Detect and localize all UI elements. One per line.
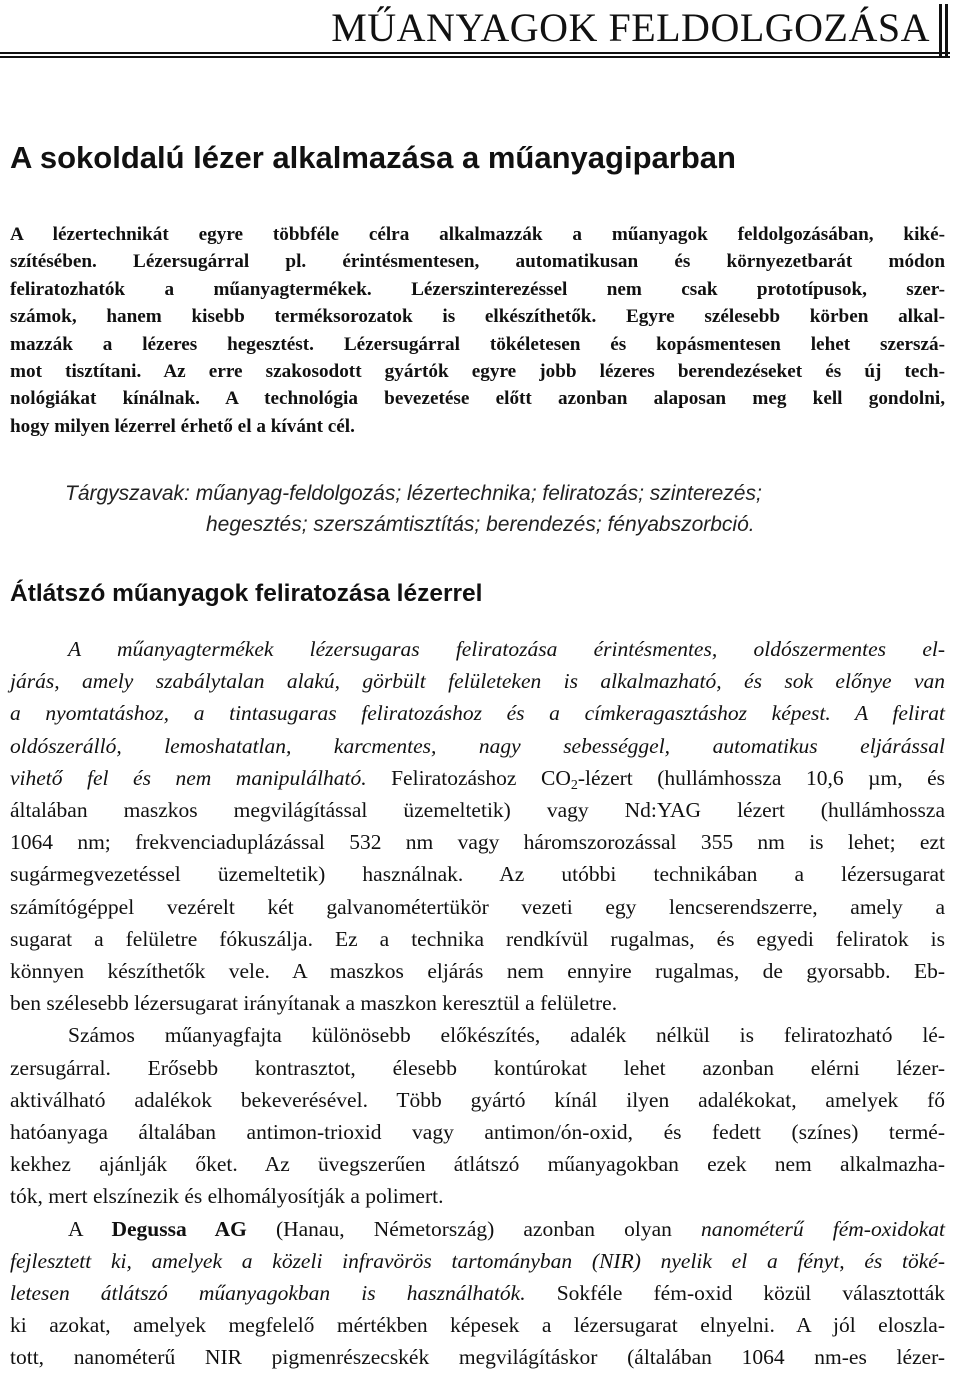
text-span: (Hanau, Németország) azonban olyan (246, 1216, 701, 1241)
body-line: számítógéppel vezérelt két galvanométertükör vezeti egy lencserendszerre, amely a (10, 894, 945, 919)
body-line: járás, amely szabálytalan alakú, görbült felületeken is alkalmazható, és sok előnye van (10, 669, 945, 694)
italic-span: nanométerű fém-oxidokat (700, 1216, 946, 1241)
body-line: ben szélesebb lézersugarat irányítanak a maszkon keresztül a felületre. (10, 991, 618, 1016)
text-span: Feliratozáshoz CO (366, 765, 571, 790)
abstract-line: A lézertechnikát egyre többféle célra alkalmazzák a műanyagok feldolgozásában, kiké- (10, 224, 945, 245)
abstract-line: feliratozhatók a műanyagtermékek. Lézerszinterezéssel nem csak prototípusok, szer- (10, 278, 945, 300)
body-line (10, 1277, 945, 1309)
body-line: tott, nanométerű NIR pigmenrészecskék megvilágításkor (általában 1064 nm-es lézer- (10, 1345, 945, 1370)
body-line: sugármegvezetéssel üzemeltetik) használnak. Az utóbbi technikában a lézersugarat (10, 862, 945, 887)
keywords-line: hegesztés; szerszámtisztítás; berendezés; fényabszorbció. (206, 513, 755, 536)
body-line (10, 762, 945, 794)
text-span: A (68, 1216, 112, 1241)
abstract (10, 221, 945, 440)
body-line: hatóanyaga általában antimon-trioxid vagy antimon/ón-oxid, és fedett (színes) termé- (10, 1120, 945, 1145)
section-heading: Átlátszó műanyagok feliratozása lézerrel (10, 580, 483, 607)
body-line: fejlesztett ki, amelyek a közeli infravörös tartományban (NIR) nyelik el a fényt, és töké- (10, 1248, 945, 1273)
section-body (10, 633, 945, 1374)
header-vertical-bar (945, 4, 948, 58)
italic-span: vihető fel és nem manipulálható. (10, 765, 367, 790)
header-rule-bottom (0, 56, 950, 58)
body-line: oldószerálló, lemoshatatlan, karcmentes, nagy sebességgel, automatikus eljárással (10, 733, 945, 758)
text-span: Sokféle fém-oxid közül választották (525, 1281, 945, 1306)
abstract-line: mazzák a lézeres hegesztést. Lézersugárral tökéletesen és kopásmentesen lehet szerszá- (10, 333, 945, 355)
body-line: tók, mert elszínezik és elhomályosítják a polimert. (10, 1184, 444, 1209)
header-vertical-bar (939, 4, 942, 58)
italic-span: letesen átlátszó műanyagokban is használhatók. (10, 1281, 526, 1306)
abstract-line: mot tisztítani. Az erre szakosodott gyártók egyre jobb lézeres berendezéseket és új tech- (10, 361, 945, 383)
subscript: 2 (570, 777, 578, 793)
abstract-line: számok, hanem kisebb terméksorozatok is elkészíthetők. Egyre szélesebb körben alkal- (10, 306, 945, 328)
abstract-line: hogy milyen lézerrel érhető el a kívánt cél. (10, 415, 355, 437)
body-line: kekhez ajánlják őket. Az üvegszerűen átlátszó műanyagokban ezek nem alkalmazha- (10, 1152, 945, 1177)
body-line: általában maszkos megvilágítással üzemeltetik) vagy Nd:YAG lézert (hullámhossza (10, 798, 945, 823)
text-span: -lézert (hullámhossza 10,6 µm, és (577, 765, 946, 790)
body-line: 1064 nm; frekvenciaduplázással 532 nm vagy háromszorozással 355 nm is lehet; ezt (10, 830, 945, 855)
body-line: A műanyagtermékek lézersugaras feliratozása érintésmentes, oldószermentes el- (68, 637, 945, 661)
body-line (10, 697, 945, 729)
italic-span: A felirat (830, 701, 945, 726)
body-line: zersugárral. Erősebb kontrasztot, élesebb kontúrokat lehet azonban elérni lézer- (10, 1055, 945, 1080)
keywords-line: Tárgyszavak: műanyag-feldolgozás; lézertechnika; feliratozás; szinterezés; (65, 482, 762, 505)
company-name: Degussa AG (111, 1216, 247, 1241)
header-rule-top (0, 52, 950, 54)
body-line: könnyen készíthetők vele. A maszkos eljárás nem ennyire rugalmas, de gyorsabb. Eb- (10, 959, 945, 984)
keywords (10, 478, 945, 540)
body-line: Számos műanyagfajta különösebb előkészítés, adalék nélkül is feliratozható lé- (68, 1023, 945, 1048)
body-line: sugarat a felületre fókuszálja. Ez a technika rendkívül rugalmas, és egyedi feliratok is (10, 926, 945, 951)
article-title: A sokoldalú lézer alkalmazása a műanyagiparban (10, 140, 736, 175)
body-line (10, 1213, 945, 1245)
running-header (0, 0, 960, 62)
abstract-line: nológiákat kínálnak. A technológia bevezetése előtt azonban alaposan meg kell gondolni, (10, 388, 945, 410)
italic-span: a nyomtatáshoz, a tintasugaras feliratozáshoz és a címkeragasztáshoz képest. (10, 701, 831, 726)
body-line: aktiválható adalékok bekeverésével. Több gyártó kínál ilyen adalékokat, amelyek fő (10, 1087, 945, 1112)
running-header-title: MŰANYAGOK FELDOLGOZÁSA (331, 5, 930, 50)
body-line: ki azokat, amelyek megfelelő mértékben képesek a lézersugarat elnyelni. A jól eloszla- (10, 1313, 945, 1338)
abstract-line: szítésében. Lézersugárral pl. érintésmentesen, automatikusan és környezetbarát módon (10, 251, 945, 273)
